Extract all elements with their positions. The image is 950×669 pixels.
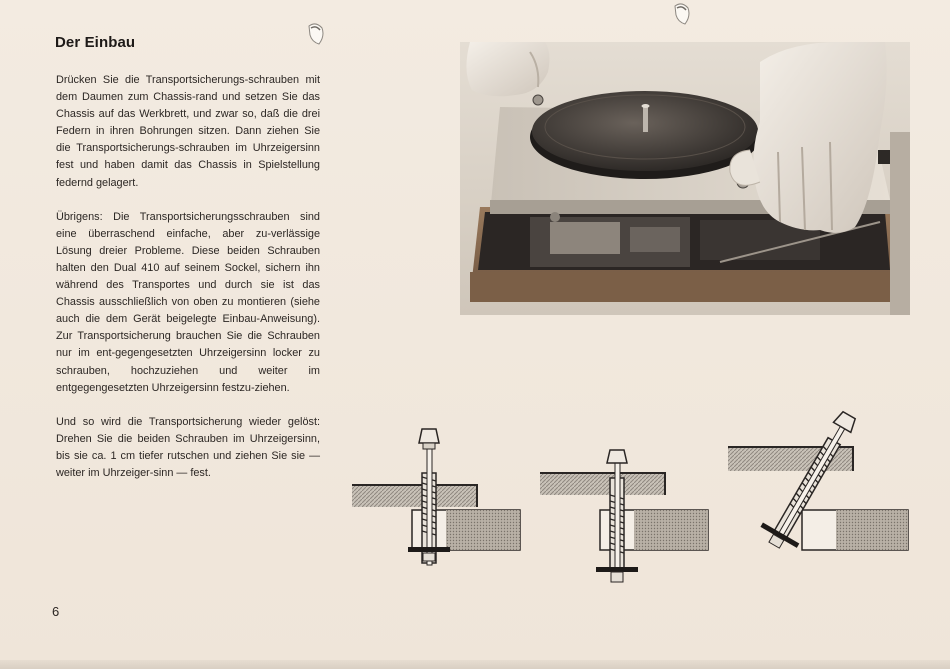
paragraph-explanation: Übrigens: Die Transportsicherungsschrauben sind eine überraschend einfache, aber zu-verlässige Lösung dreier Probleme. Diese beiden Schrauben halten den Dual 410 auf seinem Sockel, sichern ihn während des Transportes und durch sie ist das Chassis ausschließlich von oben zu montieren (siehe auch die dem Gerät beigelegte Einbau-Anweisung). Zur Transportsicherung brauchen Sie die Schrauben nur im ent-gegengesetzten Uhrzeigersinn locker zu schrauben, hochzuziehen und weiter im entgegengesetzten Uhrzeigersinn festzu-ziehen.	[56, 210, 320, 394]
body-text	[56, 72, 320, 499]
transport-screw-diagrams	[350, 395, 920, 605]
punch-hole-icon	[672, 2, 692, 26]
diagram-screw-lowered	[540, 450, 708, 582]
page-bottom-edge	[0, 660, 950, 669]
turntable-installation-photo	[460, 42, 910, 315]
diagram-screw-tilted	[728, 405, 908, 556]
paragraph-installation: Drücken Sie die Transportsicherungs-schrauben mit dem Daumen zum Chassis-rand und setzen Sie das Chassis auf das Werkbrett, und zwar so, daß die drei Federn in ihren Bohrungen sitzen. Dann ziehen Sie die Transportsicherungs-schrauben im Uhrzeigersinn fest und haben damit das Chassis in Spielstellung federnd gelagert.	[56, 74, 320, 189]
page-title: Der Einbau	[55, 34, 136, 51]
diagram-screw-locked	[352, 429, 520, 565]
punch-hole-icon	[306, 22, 326, 46]
paragraph-release: Und so wird die Transportsicherung wieder gelöst: Drehen Sie die beiden Schrauben im Uhrzeigersinn, bis sie ca. 1 cm tiefer rutschen und ziehen Sie sie — weiter im Uhrzeiger-sinn — fest.	[56, 415, 320, 479]
page-number: 6	[52, 604, 60, 619]
